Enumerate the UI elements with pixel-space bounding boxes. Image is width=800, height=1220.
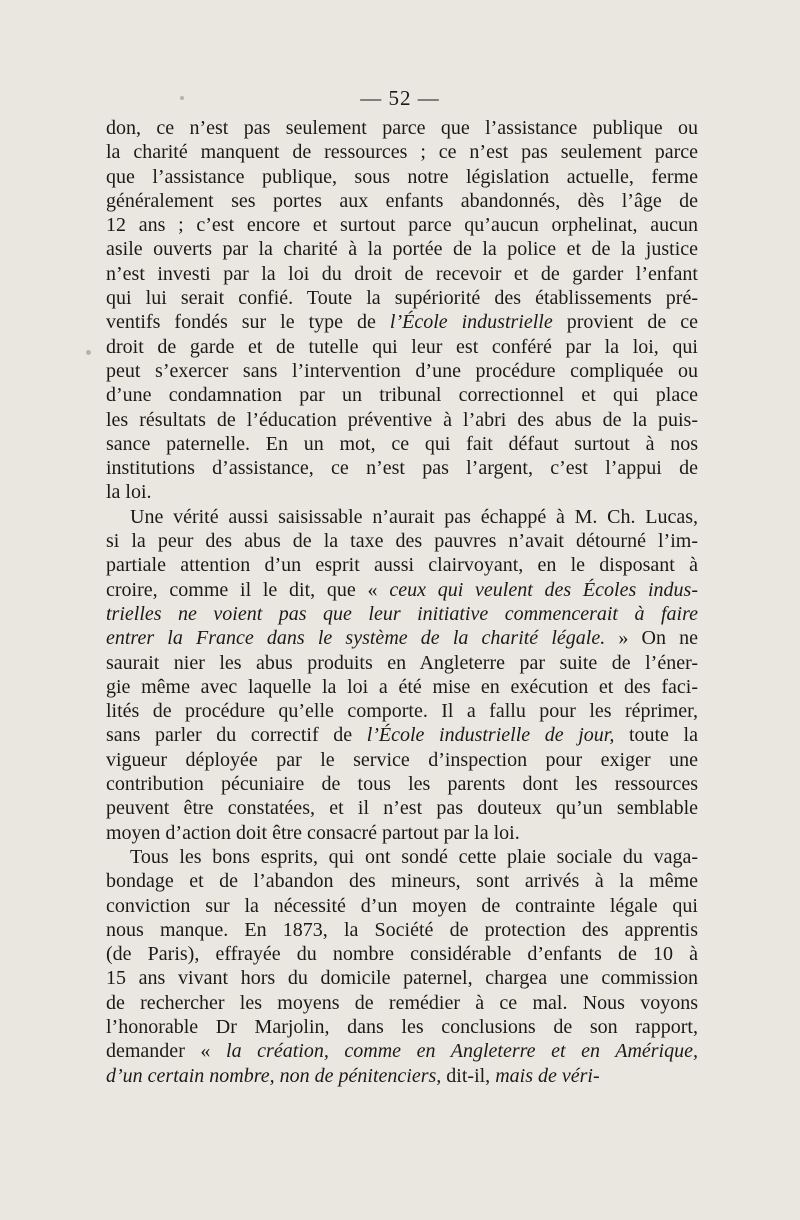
text-segment: (de Paris), effrayée du nombre considérable d’enfants de 10 à — [106, 943, 698, 966]
text-line — [106, 1039, 698, 1063]
text-line — [106, 213, 698, 237]
text-line — [106, 748, 698, 772]
text-segment: moyen d’action doit être consacré partout par la loi. — [106, 821, 520, 844]
text-segment: 12 ans ; c’est encore et surtout parce qu’aucun orphelinat, aucun — [106, 214, 698, 237]
text-line — [106, 140, 698, 164]
text-line — [106, 578, 698, 602]
text-line — [106, 626, 698, 650]
text-segment: qui lui serait confié. Toute la supériorité des établissements pré- — [106, 287, 698, 310]
italic-text: trielles ne voient pas que leur initiative commencerait à faire — [106, 602, 698, 625]
text-line — [106, 723, 698, 747]
text-line — [106, 480, 698, 504]
page-number: — 52 — — [360, 86, 440, 110]
italic-text: l’École industrielle — [389, 311, 553, 334]
text-line — [106, 383, 698, 407]
text-segment: la loi. — [106, 481, 152, 504]
text-line — [106, 772, 698, 796]
paper-speck — [86, 350, 91, 355]
text-segment: saurait nier les abus produits en Angleterre par suite de l’éner- — [106, 651, 698, 674]
text-line — [106, 675, 698, 699]
text-segment: contribution pécuniaire de tous les parents dont les ressources — [106, 773, 698, 796]
text-line — [106, 845, 698, 869]
text-segment: vigueur déployée par le service d’inspection pour exiger une — [106, 748, 698, 771]
text-line — [106, 189, 698, 213]
text-segment: la charité manquent de ressources ; ce n’est pas seulement parce — [106, 141, 698, 164]
text-segment: si la peur des abus de la taxe des pauvres n’avait détourné l’im- — [106, 530, 698, 553]
text-segment: peuvent être constatées, et il n’est pas douteux qu’un semblable — [106, 797, 698, 820]
text-line — [106, 651, 698, 675]
italic-text: la création, comme en Angleterre et en Amérique, — [226, 1040, 698, 1063]
text-segment: d’une condamnation par un tribunal correctionnel et qui place — [106, 384, 698, 407]
text-segment: conviction sur la nécessité d’un moyen de contrainte légale qui — [106, 894, 698, 917]
text-segment: Une vérité aussi saisissable n’aurait pas échappé à M. Ch. Lucas, — [130, 505, 698, 528]
text-segment: bondage et de l’abandon des mineurs, sont arrivés à la même — [106, 870, 698, 893]
text-segment: l’honorable Dr Marjolin, dans les conclusions de son rapport, — [106, 1015, 698, 1038]
text-line — [106, 335, 698, 359]
text-segment: partiale attention d’un esprit aussi clairvoyant, en le disposant à — [106, 554, 698, 577]
text-line — [106, 821, 698, 845]
text-segment: » On ne — [605, 627, 699, 650]
text-line — [106, 602, 698, 626]
text-segment: gie même avec laquelle la loi a été mise en exécution et des faci- — [106, 675, 698, 698]
text-line — [106, 262, 698, 286]
text-line — [106, 359, 698, 383]
text-line — [106, 869, 698, 893]
text-segment: demander « — [106, 1040, 227, 1063]
text-segment: dit-il, — [441, 1064, 496, 1087]
text-line — [106, 966, 698, 990]
body-text — [106, 116, 698, 1088]
text-segment: que l’assistance publique, sous notre législation actuelle, ferme — [106, 165, 698, 188]
paragraph — [106, 505, 698, 845]
text-segment: provient de ce — [552, 311, 698, 334]
text-segment: les résultats de l’éducation préventive à l’abri des abus de la puis- — [106, 408, 698, 431]
text-line — [106, 408, 698, 432]
text-segment: lités de procédure qu’elle comporte. Il a fallu pour les réprimer, — [106, 700, 698, 723]
text-line — [106, 237, 698, 261]
text-line — [106, 796, 698, 820]
text-line — [106, 699, 698, 723]
text-segment: toute la — [614, 724, 698, 747]
text-segment: peut s’exercer sans l’intervention d’une procédure compliquée ou — [106, 359, 698, 382]
italic-text: entrer la France dans le système de la charité légale. — [106, 627, 606, 650]
text-line — [106, 432, 698, 456]
text-line — [106, 165, 698, 189]
text-segment: nous manque. En 1873, la Société de protection des apprentis — [106, 918, 698, 941]
text-segment: sans parler du correctif de — [106, 724, 367, 747]
text-line — [106, 553, 698, 577]
text-line — [106, 456, 698, 480]
text-line — [106, 310, 698, 334]
text-line — [106, 918, 698, 942]
text-segment: don, ce n’est pas seulement parce que l’assistance publique ou — [106, 117, 698, 139]
text-segment: ventifs fondés sur le type de — [106, 311, 390, 334]
italic-text: l’École industrielle de jour, — [366, 724, 615, 747]
text-segment: généralement ses portes aux enfants abandonnés, dès l’âge de — [106, 189, 698, 212]
text-line — [106, 942, 698, 966]
text-segment: institutions d’assistance, ce n’est pas l’argent, c’est l’appui de — [106, 457, 698, 480]
text-line — [106, 286, 698, 310]
text-line — [106, 1064, 698, 1088]
italic-text: mais de véri- — [495, 1064, 600, 1087]
text-line — [106, 894, 698, 918]
text-line — [106, 505, 698, 529]
text-line — [106, 529, 698, 553]
text-line — [106, 1015, 698, 1039]
text-segment: sance paternelle. En un mot, ce qui fait défaut surtout à nos — [106, 432, 698, 455]
italic-text: d’un certain nombre, non de pénitenciers, — [106, 1064, 442, 1087]
italic-text: ceux qui veulent des Écoles indus- — [389, 578, 698, 601]
text-line — [106, 116, 698, 140]
paragraph — [106, 116, 698, 505]
text-segment: 15 ans vivant hors du domicile paternel, chargea une commission — [106, 967, 698, 990]
text-segment: asile ouverts par la charité à la portée de la police et de la justice — [106, 238, 698, 261]
text-segment: Tous les bons esprits, qui ont sondé cette plaie sociale du vaga- — [130, 845, 698, 868]
text-line — [106, 991, 698, 1015]
paragraph — [106, 845, 698, 1088]
text-segment: n’est investi par la loi du droit de recevoir et de garder l’enfant — [106, 262, 698, 285]
text-segment: croire, comme il le dit, que « — [106, 578, 390, 601]
text-segment: droit de garde et de tutelle qui leur est conféré par la loi, qui — [106, 335, 698, 358]
text-segment: de rechercher les moyens de remédier à ce mal. Nous voyons — [106, 991, 698, 1014]
